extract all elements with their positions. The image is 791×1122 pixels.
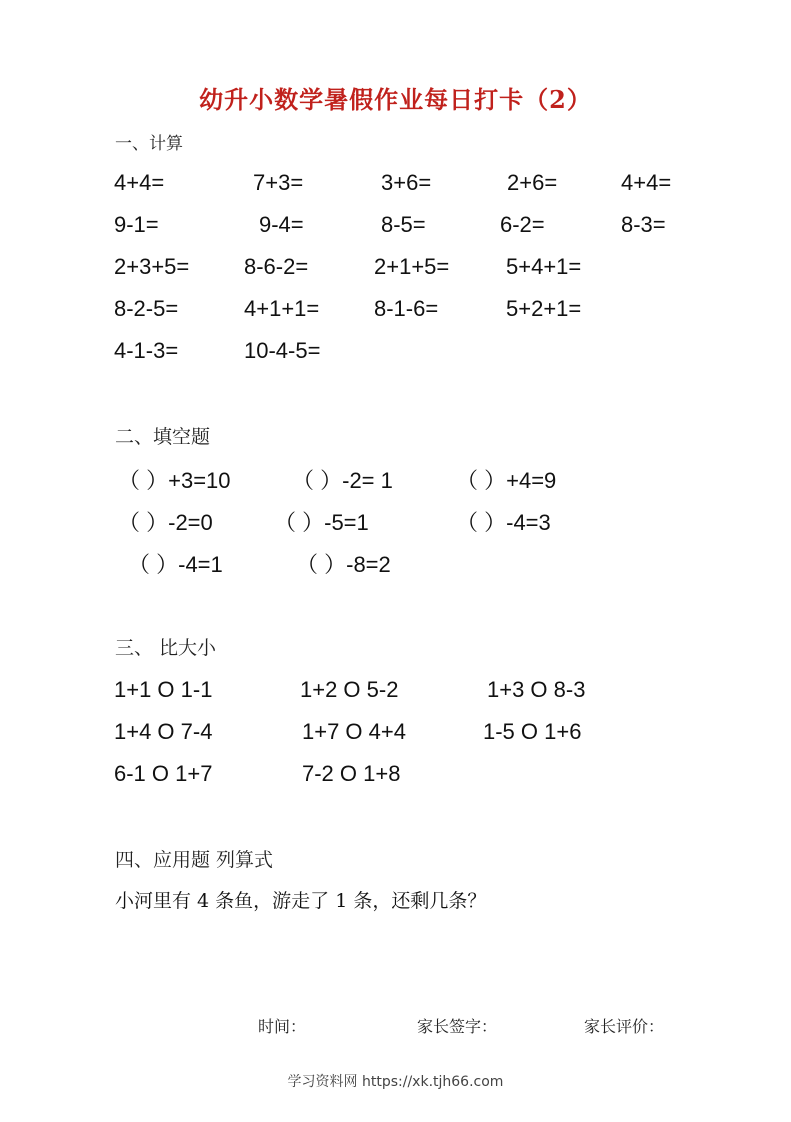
time-label: 时间： xyxy=(258,1017,307,1036)
compare-item: 1+4 O 7-4 xyxy=(114,719,213,744)
calc-item: 4+4= xyxy=(621,170,672,195)
calc-item: 7+3= xyxy=(253,170,304,195)
calc-item: 2+1+5= xyxy=(374,254,450,279)
calc-item: 8-3= xyxy=(621,212,666,237)
parent-sign-label: 家长签字： xyxy=(417,1017,498,1036)
calc-item: 5+2+1= xyxy=(506,296,582,321)
calc-item: 4+1+1= xyxy=(244,296,320,321)
compare-item: 6-1 O 1+7 xyxy=(114,761,213,786)
calc-item: 8-2-5= xyxy=(114,296,179,321)
calc-item: 8-1-6= xyxy=(374,296,439,321)
calc-item: 10-4-5= xyxy=(244,338,321,363)
calc-item: 3+6= xyxy=(381,170,432,195)
fill-item: （ ）-4=1 xyxy=(128,552,223,577)
calc-item: 5+4+1= xyxy=(506,254,582,279)
compare-item: 1-5 O 1+6 xyxy=(483,719,582,744)
calc-item: 4-1-3= xyxy=(114,338,179,363)
calc-item: 8-6-2= xyxy=(244,254,309,279)
calc-item: 4+4= xyxy=(114,170,165,195)
footer-watermark: 学习资料网 https://xk.tjh66.com xyxy=(287,1074,504,1090)
section-fill-heading: 二、填空题 xyxy=(115,426,211,448)
compare-item: 1+3 O 8-3 xyxy=(487,677,586,702)
compare-item: 1+2 O 5-2 xyxy=(300,677,399,702)
calc-item: 9-4= xyxy=(259,212,304,237)
section-compare-heading: 三、 比大小 xyxy=(115,637,217,659)
compare-item: 1+7 O 4+4 xyxy=(302,719,406,744)
fill-item: （ ）-2= 1 xyxy=(292,468,393,493)
fill-item: （ ）-8=2 xyxy=(296,552,391,577)
word-problem: 小河里有 4 条鱼，游走了 1 条，还剩几条？ xyxy=(115,890,487,912)
page-title: 幼升小数学暑假作业每日打卡（2） xyxy=(199,85,592,114)
section-calc-heading: 一、计算 xyxy=(115,134,183,154)
parent-eval-label: 家长评价： xyxy=(584,1017,665,1036)
section-word-heading: 四、应用题 列算式 xyxy=(115,849,274,871)
calc-item: 2+6= xyxy=(507,170,558,195)
calc-item: 6-2= xyxy=(500,212,545,237)
fill-item: （ ）-5=1 xyxy=(274,510,369,535)
fill-item: （ ）+4=9 xyxy=(456,468,557,493)
calc-item: 9-1= xyxy=(114,212,159,237)
calc-item: 2+3+5= xyxy=(114,254,190,279)
compare-item: 7-2 O 1+8 xyxy=(302,761,401,786)
compare-item: 1+1 O 1-1 xyxy=(114,677,213,702)
fill-item: （ ）+3=10 xyxy=(118,468,231,493)
fill-item: （ ）-4=3 xyxy=(456,510,551,535)
fill-item: （ ）-2=0 xyxy=(118,510,213,535)
calc-item: 8-5= xyxy=(381,212,426,237)
